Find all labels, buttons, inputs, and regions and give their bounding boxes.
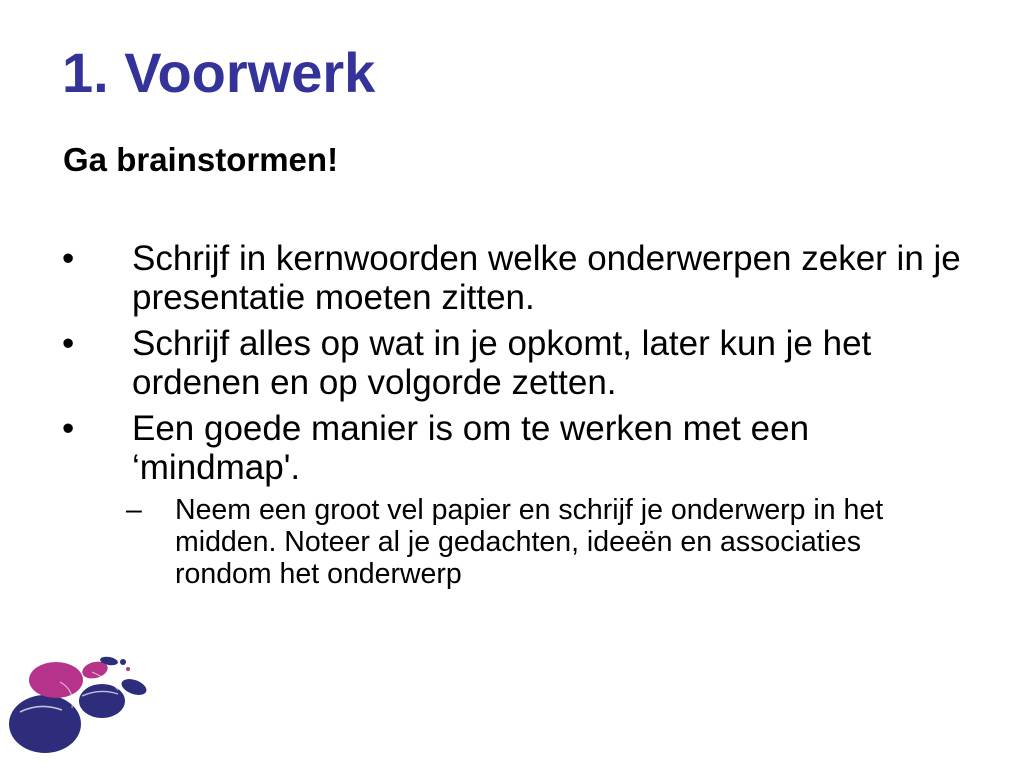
bubble-logo-icon	[0, 650, 160, 768]
bullet-item	[62, 410, 962, 591]
bullet-item	[62, 325, 962, 402]
sub-bullet-item	[105, 495, 925, 591]
bullet-marker: •	[62, 239, 75, 278]
bullet-item	[62, 240, 962, 317]
slide-title: 1. Voorwerk	[62, 41, 376, 104]
bullet-marker: •	[62, 409, 75, 448]
slide-subtitle: Ga brainstormen!	[63, 141, 339, 178]
sub-bullet-marker: –	[126, 494, 142, 526]
bullet-marker: •	[62, 324, 75, 363]
bullet-list	[62, 240, 962, 599]
bullet-text: Schrijf alles op wat in je opkomt, later kun je het ordenen en op volgorde zetten.	[132, 324, 872, 402]
bullet-text: Schrijf in kernwoorden welke onderwerpen zeker in je presentatie moeten zitten.	[132, 239, 961, 317]
sub-bullet-text: Neem een groot vel papier en schrijf je onderwerp in het midden. Noteer al je gedachten, ideeën en associaties rondom het onderwerp	[175, 494, 884, 590]
bullet-text: Een goede manier is om te werken met een ‘mindmap'.	[132, 409, 810, 487]
sub-bullet-list	[105, 495, 925, 591]
